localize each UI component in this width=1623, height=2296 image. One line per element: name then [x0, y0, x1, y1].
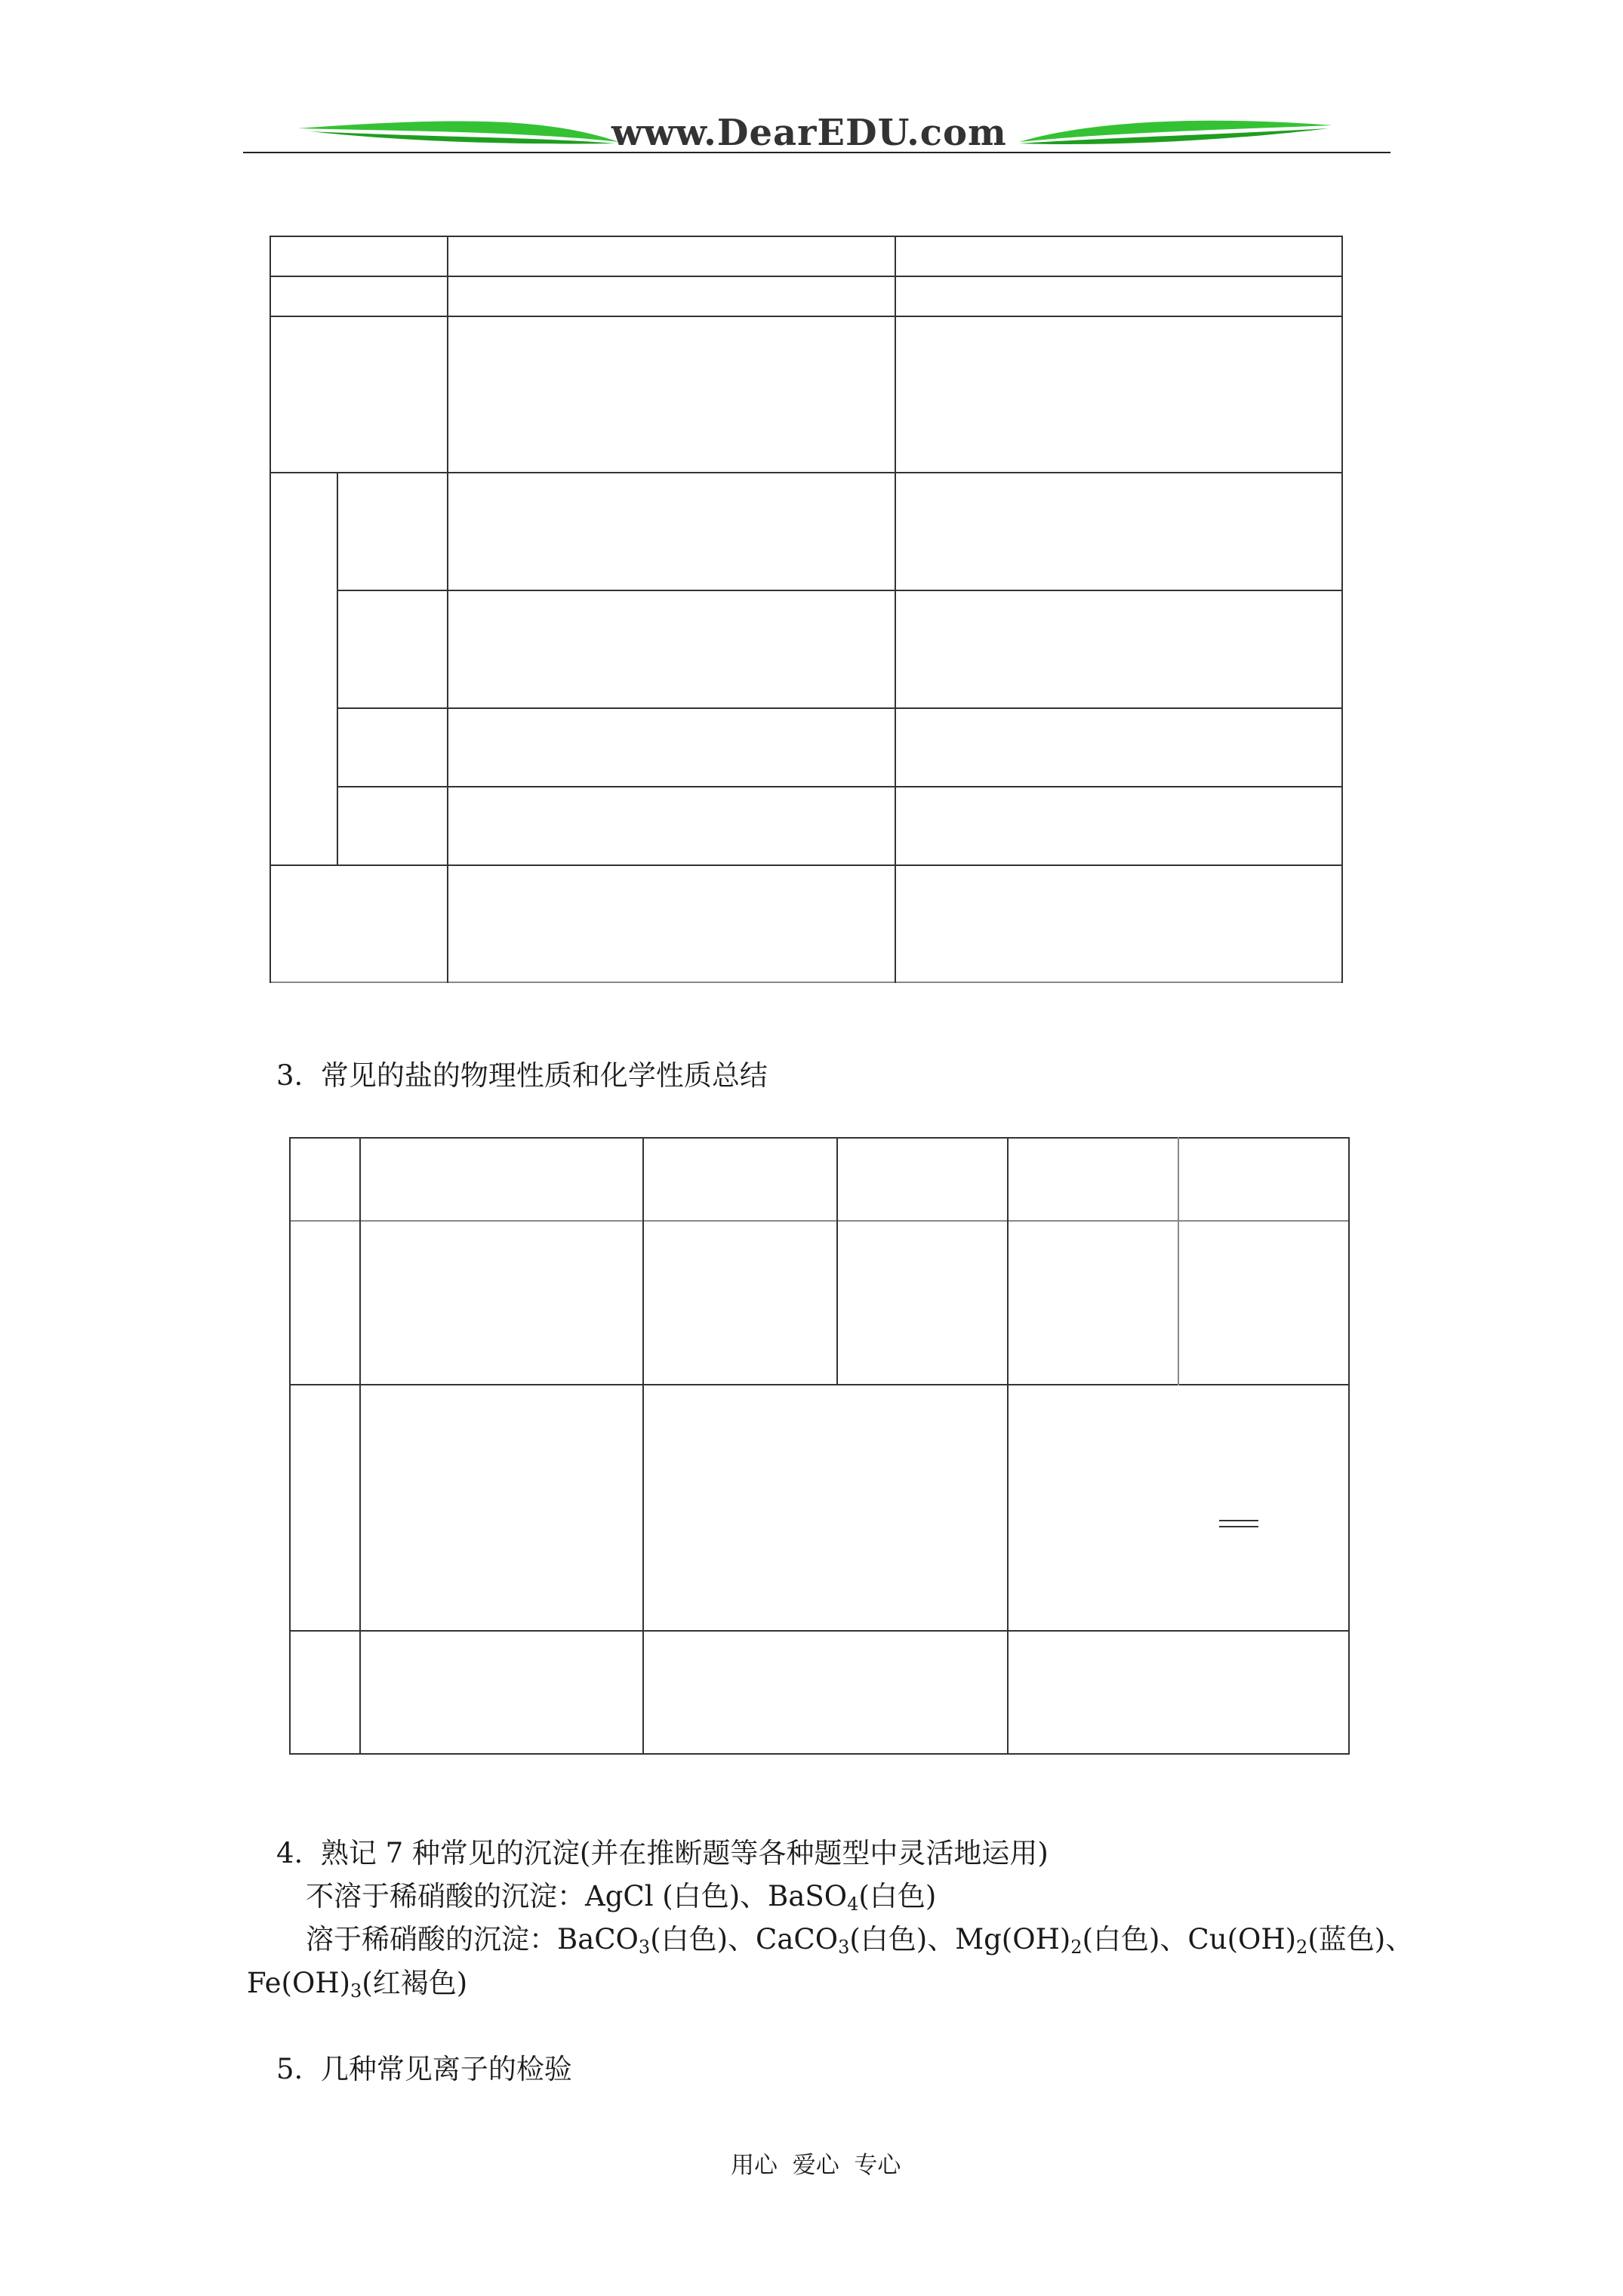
section-3-heading: 3. 常见的盐的物理性质和化学性质总结 [276, 1059, 768, 1092]
section-4-line-soluble: 溶于稀硝酸的沉淀：BaCO$_3$(白色)、CaCO$_3$(白色)、$Mg(OH)_2$(白色)、$Cu(OH)_2$(蓝色)、 [306, 1923, 1414, 1958]
page-footer: 用心 爱心 专心 [731, 2152, 901, 2179]
section-5-heading: 5. 几种常见离子的检验 [276, 2053, 572, 2085]
logo-text: www.DearEDU.com [611, 112, 1007, 154]
section-4-heading: 4. 熟记 7 种常见的沉淀(并在推断题等各种题型中灵活地运用) [276, 1837, 1049, 1869]
section-4-line-soluble-cont: $Fe(OH)_3$(红褐色) [247, 1967, 468, 2002]
section-4-line-insoluble: 不溶于稀硝酸的沉淀：AgCl (白色)、BaSO$_4$(白色) [306, 1880, 937, 1915]
